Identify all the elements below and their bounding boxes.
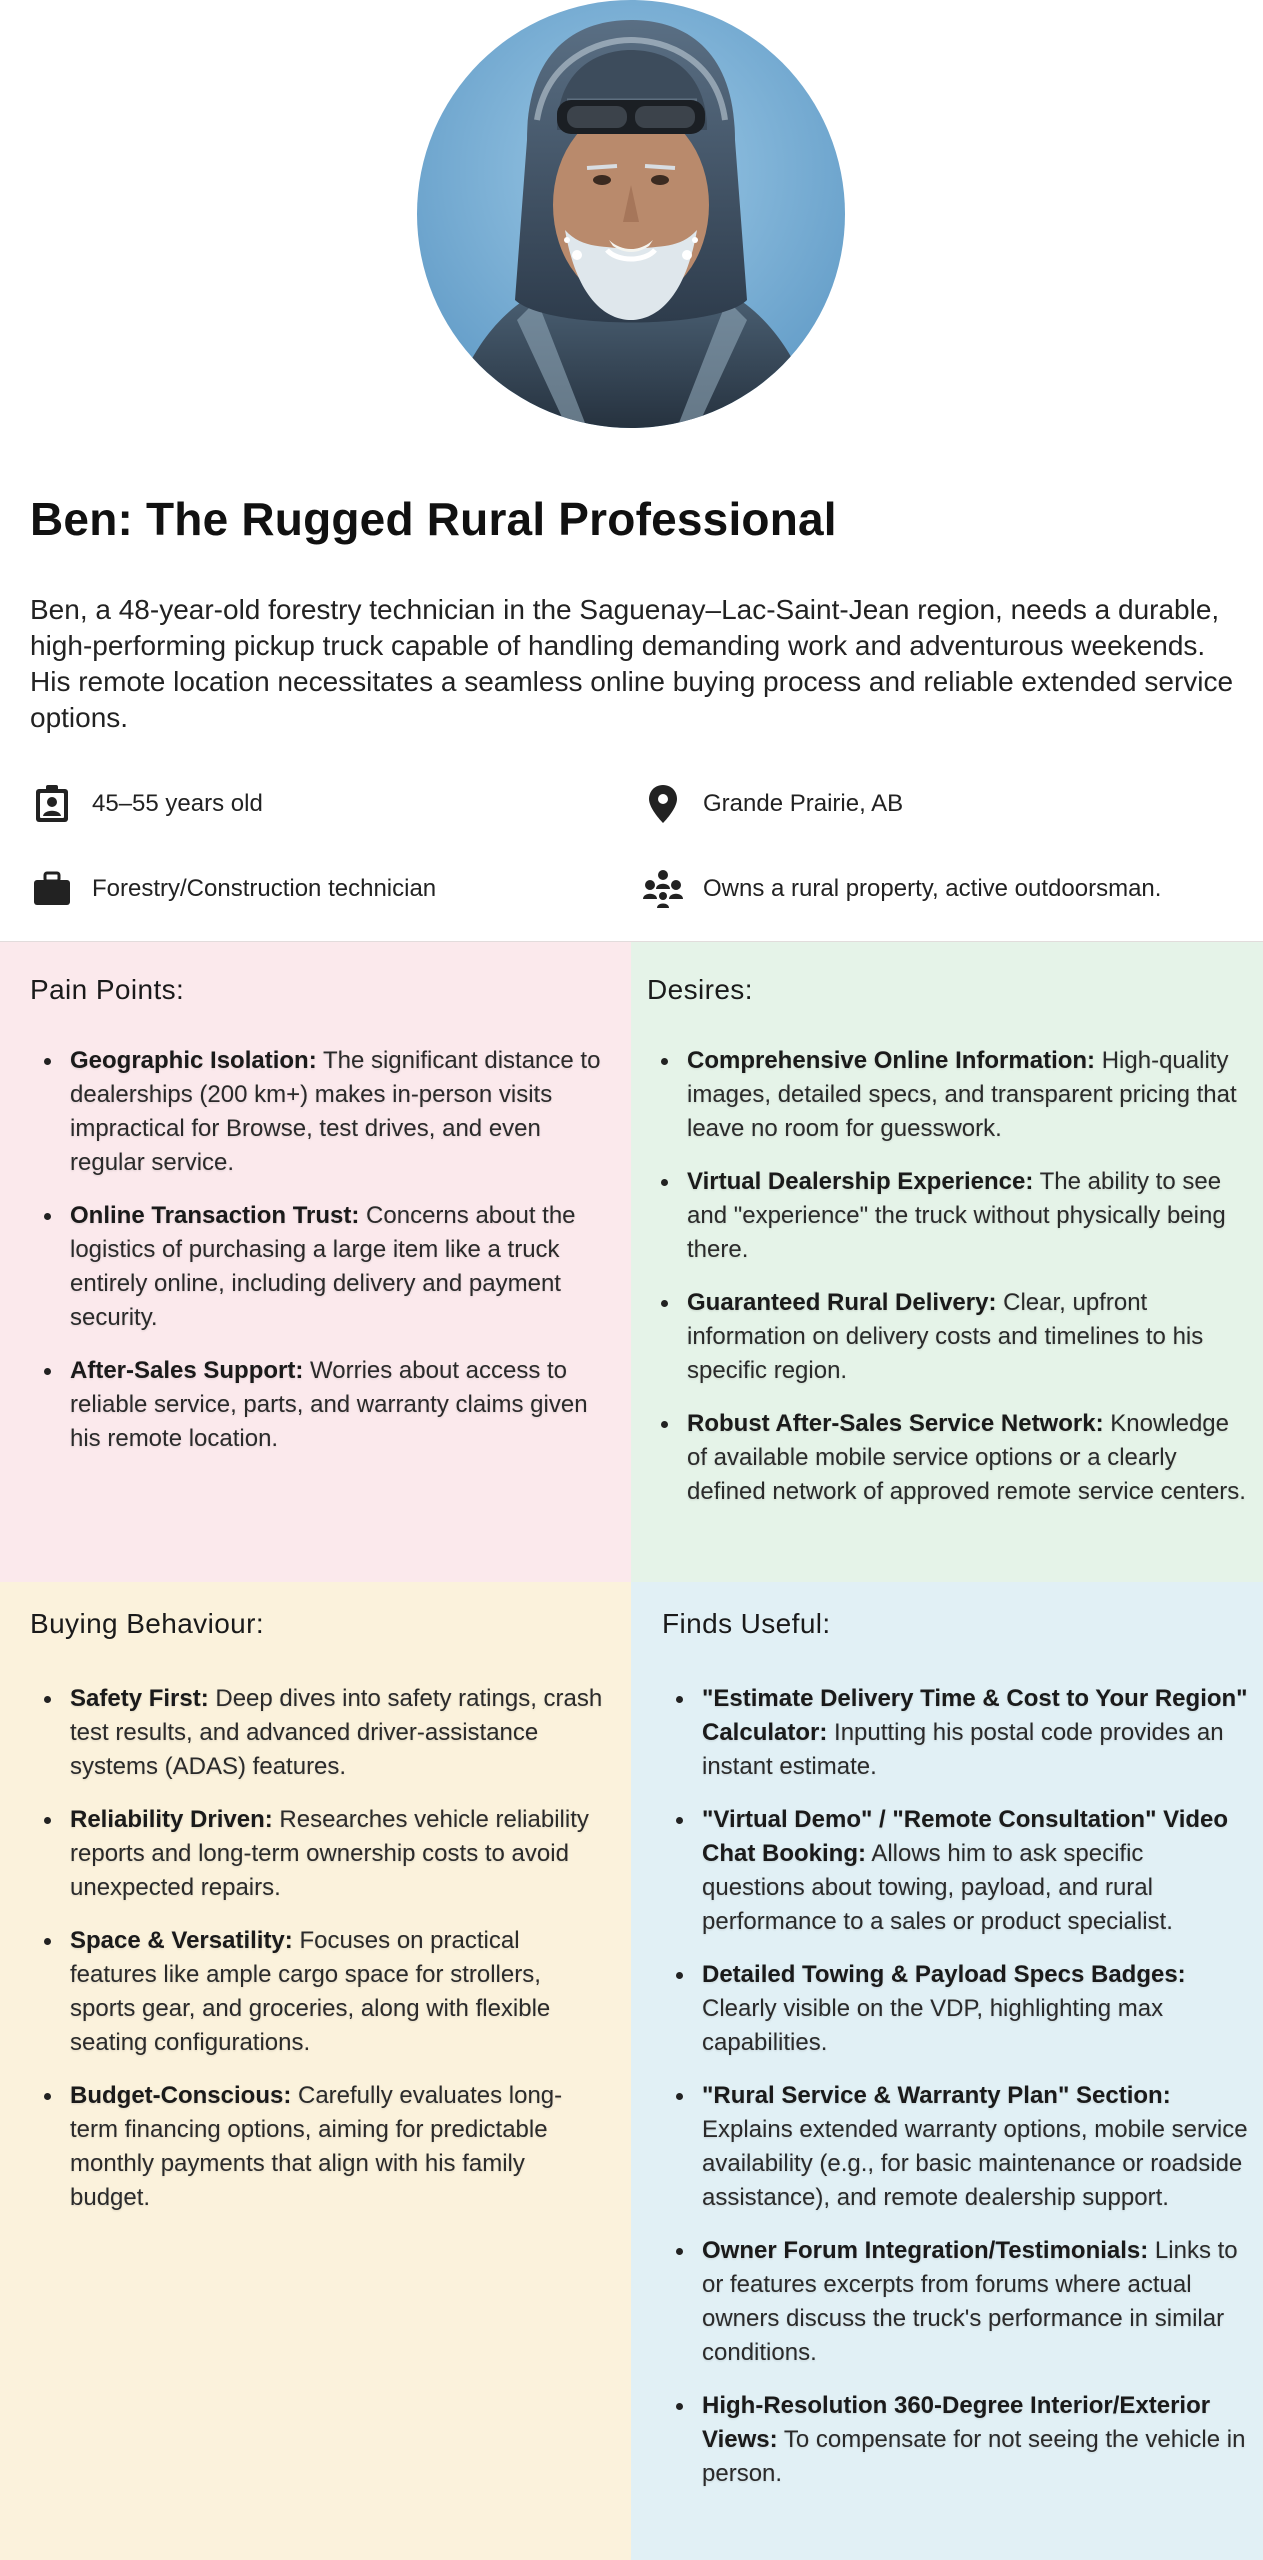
persona-title: Ben: The Rugged Rural Professional	[30, 493, 837, 545]
list-item-text: Knowledge of available mobile service options or a clearly defined network of approved remote service centers.	[687, 1410, 1246, 1505]
list-item-text: Explains extended warranty options, mobile service availability (e.g., for basic maintenance or roadside assistance), and remote dealership support.	[702, 2116, 1248, 2211]
list-item	[30, 1803, 605, 1905]
list-item	[30, 1044, 605, 1180]
list-item-title: "Virtual Demo" / "Remote Consultation" Video Chat Booking:	[702, 1806, 1229, 1867]
list-item-text: Links to or features excerpts from forums where actual owners discuss the truck's performance in similar conditions.	[702, 2237, 1238, 2366]
fact-age-text: 45–55 years old	[92, 790, 263, 817]
list-item-text: Focuses on practical features like ample cargo space for strollers, sports gear, and groceries, along with flexible seating configurations.	[70, 1927, 551, 2056]
list-item-title: Detailed Towing & Payload Specs Badges:	[702, 1961, 1186, 1988]
list-item-text: To compensate for not seeing the vehicle in person.	[702, 2426, 1246, 2487]
list-item	[662, 1682, 1252, 1784]
list-item	[647, 1286, 1247, 1388]
fact-occupation	[30, 867, 436, 911]
list-item-text: Clear, upfront information on delivery costs and timelines to his specific region.	[687, 1289, 1204, 1384]
finds-useful-panel	[631, 1582, 1263, 2560]
list-item	[662, 1958, 1252, 2060]
list-item	[647, 1407, 1247, 1509]
people-icon	[641, 867, 685, 911]
list-item-title: High-Resolution 360-Degree Interior/Exterior Views:	[702, 2392, 1211, 2453]
fact-occupation-text: Forestry/Construction technician	[92, 875, 437, 902]
list-item-title: Virtual Dealership Experience:	[687, 1168, 1034, 1195]
id-badge-icon	[30, 782, 74, 826]
pain-points-panel	[0, 942, 631, 1582]
briefcase-icon	[30, 867, 74, 911]
list-item-text: Worries about access to reliable service, parts, and warranty claims given his remote location.	[70, 1357, 588, 1452]
fact-location-text: Grande Prairie, AB	[703, 790, 904, 817]
list-item-title: Geographic Isolation:	[70, 1047, 317, 1074]
list-item	[662, 2234, 1252, 2370]
list-item-text: Carefully evaluates long-term financing options, aiming for predictable monthly payments that align with his family budget.	[70, 2082, 563, 2211]
fact-age	[30, 782, 263, 826]
list-item-text: Researches vehicle reliability reports and long-term ownership costs to avoid unexpected repairs.	[70, 1806, 589, 1901]
list-item	[30, 1354, 605, 1456]
list-item-title: Space & Versatility:	[70, 1927, 293, 1954]
list-item-title: Online Transaction Trust:	[70, 1202, 360, 1229]
persona-intro: Ben, a 48-year-old forestry technician in the Saguenay–Lac-Saint-Jean region, needs a durable, high-performing pickup truck capable of handling demanding work and adventurous weekends. His remote location necessitates a seamless online buying process and reliable extended service options.	[30, 594, 1234, 733]
list-item	[30, 1199, 605, 1335]
list-item-text: Allows him to ask specific questions about towing, payload, and rural performance to a sales or product specialist.	[702, 1840, 1173, 1935]
list-item-title: Owner Forum Integration/Testimonials:	[702, 2237, 1149, 2264]
desires-heading: Desires:	[647, 974, 753, 1005]
buying-behaviour-panel	[0, 1582, 631, 2560]
list-item-title: Safety First:	[70, 1685, 209, 1712]
list-item	[30, 2079, 605, 2215]
desires-list	[647, 1044, 1247, 1528]
fact-location	[641, 782, 903, 826]
list-item-title: Comprehensive Online Information:	[687, 1047, 1096, 1074]
list-item-text: Inputting his postal code provides an instant estimate.	[702, 1719, 1224, 1780]
list-item-title: Budget-Conscious:	[70, 2082, 292, 2109]
list-item-text: Clearly visible on the VDP, highlighting max capabilities.	[702, 1995, 1164, 2056]
list-item	[662, 1803, 1252, 1939]
list-item-text: Deep dives into safety ratings, crash test results, and advanced driver-assistance systems (ADAS) features.	[70, 1685, 603, 1780]
list-item	[647, 1165, 1247, 1267]
pain-points-list	[30, 1044, 605, 1475]
list-item-title: "Rural Service & Warranty Plan" Section:	[702, 2082, 1171, 2109]
buying-behaviour-list	[30, 1682, 605, 2234]
list-item	[662, 2079, 1252, 2215]
finds-useful-list	[662, 1682, 1252, 2510]
buying-behaviour-heading: Buying Behaviour:	[30, 1608, 265, 1639]
list-item-title: "Estimate Delivery Time & Cost to Your Region" Calculator:	[702, 1685, 1248, 1746]
list-item-text: Concerns about the logistics of purchasing a large item like a truck entirely online, including delivery and payment security.	[70, 1202, 576, 1331]
fact-lifestyle	[641, 867, 1161, 911]
desires-panel	[631, 942, 1263, 1582]
list-item-title: Guaranteed Rural Delivery:	[687, 1289, 997, 1316]
list-item	[30, 1682, 605, 1784]
list-item-title: After-Sales Support:	[70, 1357, 304, 1384]
fact-lifestyle-text: Owns a rural property, active outdoorsman.	[703, 875, 1162, 902]
persona-photo	[417, 0, 845, 428]
list-item-text: The significant distance to dealerships (200 km+) makes in-person visits impractical for Browse, test drives, and even regular service.	[70, 1047, 601, 1176]
finds-useful-heading: Finds Useful:	[662, 1608, 831, 1639]
list-item	[647, 1044, 1247, 1146]
list-item-title: Reliability Driven:	[70, 1806, 273, 1833]
list-item-text: The ability to see and "experience" the truck without physically being there.	[687, 1168, 1226, 1263]
list-item	[662, 2389, 1252, 2491]
map-pin-icon	[641, 782, 685, 826]
list-item-title: Robust After-Sales Service Network:	[687, 1410, 1104, 1437]
list-item-text: High-quality images, detailed specs, and transparent pricing that leave no room for guesswork.	[687, 1047, 1237, 1142]
list-item	[30, 1924, 605, 2060]
pain-points-heading: Pain Points:	[30, 974, 185, 1005]
